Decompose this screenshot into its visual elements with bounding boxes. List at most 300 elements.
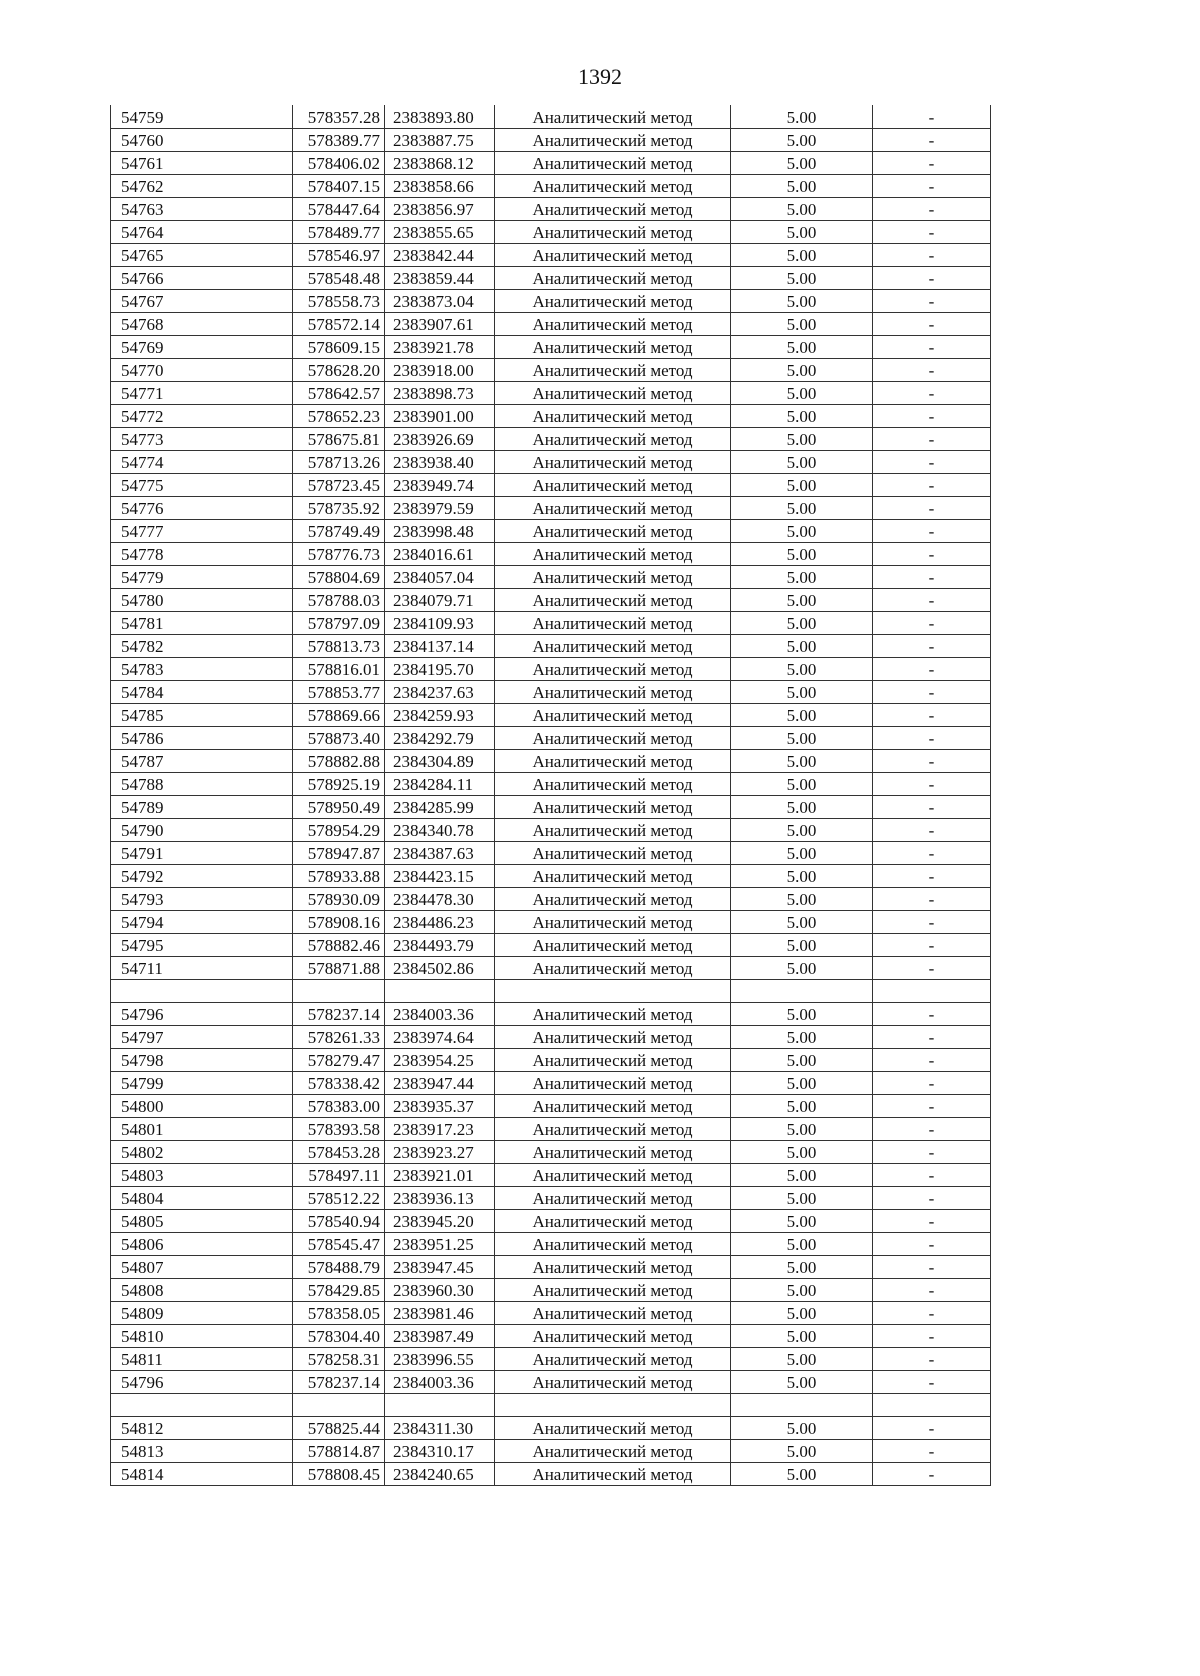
- x-coordinate-cell: 578814.87: [293, 1440, 385, 1463]
- y-coordinate-cell: 2384003.36: [385, 1371, 495, 1394]
- x-coordinate-cell: 578930.09: [293, 888, 385, 911]
- accuracy-cell: 5.00: [731, 1049, 873, 1072]
- note-cell: -: [873, 796, 991, 819]
- x-coordinate-cell: 578237.14: [293, 1003, 385, 1026]
- accuracy-cell: 5.00: [731, 1463, 873, 1486]
- accuracy-cell: 5.00: [731, 451, 873, 474]
- y-coordinate-cell: [385, 980, 495, 1003]
- note-cell: -: [873, 566, 991, 589]
- note-cell: -: [873, 1325, 991, 1348]
- x-coordinate-cell: 578797.09: [293, 612, 385, 635]
- x-coordinate-cell: 578871.88: [293, 957, 385, 980]
- note-cell: -: [873, 612, 991, 635]
- note-cell: [873, 1394, 991, 1417]
- note-cell: -: [873, 497, 991, 520]
- method-cell: Аналитический метод: [495, 635, 731, 658]
- accuracy-cell: 5.00: [731, 1233, 873, 1256]
- point-id-cell: 54774: [111, 451, 293, 474]
- accuracy-cell: 5.00: [731, 566, 873, 589]
- note-cell: -: [873, 1440, 991, 1463]
- table-row: [111, 911, 991, 934]
- method-cell: Аналитический метод: [495, 474, 731, 497]
- y-coordinate-cell: 2383923.27: [385, 1141, 495, 1164]
- point-id-cell: 54772: [111, 405, 293, 428]
- y-coordinate-cell: 2383858.66: [385, 175, 495, 198]
- x-coordinate-cell: 578429.85: [293, 1279, 385, 1302]
- method-cell: Аналитический метод: [495, 106, 731, 129]
- y-coordinate-cell: 2383855.65: [385, 221, 495, 244]
- table-row: [111, 1325, 991, 1348]
- point-id-cell: 54787: [111, 750, 293, 773]
- y-coordinate-cell: 2384310.17: [385, 1440, 495, 1463]
- table-row: [111, 957, 991, 980]
- method-cell: Аналитический метод: [495, 819, 731, 842]
- accuracy-cell: 5.00: [731, 1325, 873, 1348]
- table-separator-row: [111, 1394, 991, 1417]
- accuracy-cell: 5.00: [731, 727, 873, 750]
- y-coordinate-cell: 2384137.14: [385, 635, 495, 658]
- y-coordinate-cell: 2384340.78: [385, 819, 495, 842]
- method-cell: Аналитический метод: [495, 911, 731, 934]
- note-cell: -: [873, 1164, 991, 1187]
- x-coordinate-cell: 578406.02: [293, 152, 385, 175]
- accuracy-cell: 5.00: [731, 842, 873, 865]
- accuracy-cell: 5.00: [731, 497, 873, 520]
- y-coordinate-cell: 2383873.04: [385, 290, 495, 313]
- point-id-cell: 54796: [111, 1003, 293, 1026]
- method-cell: Аналитический метод: [495, 359, 731, 382]
- accuracy-cell: 5.00: [731, 474, 873, 497]
- method-cell: Аналитический метод: [495, 1463, 731, 1486]
- method-cell: Аналитический метод: [495, 957, 731, 980]
- point-id-cell: 54765: [111, 244, 293, 267]
- x-coordinate-cell: 578540.94: [293, 1210, 385, 1233]
- method-cell: Аналитический метод: [495, 267, 731, 290]
- point-id-cell: 54798: [111, 1049, 293, 1072]
- y-coordinate-cell: 2384423.15: [385, 865, 495, 888]
- accuracy-cell: 5.00: [731, 1141, 873, 1164]
- accuracy-cell: 5.00: [731, 1279, 873, 1302]
- table-row: [111, 1118, 991, 1141]
- accuracy-cell: 5.00: [731, 957, 873, 980]
- note-cell: -: [873, 1187, 991, 1210]
- point-id-cell: 54794: [111, 911, 293, 934]
- note-cell: -: [873, 129, 991, 152]
- x-coordinate-cell: 578393.58: [293, 1118, 385, 1141]
- note-cell: -: [873, 244, 991, 267]
- accuracy-cell: 5.00: [731, 1026, 873, 1049]
- table-row: [111, 1302, 991, 1325]
- x-coordinate-cell: 578882.88: [293, 750, 385, 773]
- x-coordinate-cell: 578357.28: [293, 106, 385, 129]
- x-coordinate-cell: 578853.77: [293, 681, 385, 704]
- accuracy-cell: 5.00: [731, 1256, 873, 1279]
- x-coordinate-cell: 578869.66: [293, 704, 385, 727]
- method-cell: Аналитический метод: [495, 1118, 731, 1141]
- accuracy-cell: 5.00: [731, 819, 873, 842]
- x-coordinate-cell: 578950.49: [293, 796, 385, 819]
- point-id-cell: 54789: [111, 796, 293, 819]
- x-coordinate-cell: 578642.57: [293, 382, 385, 405]
- accuracy-cell: 5.00: [731, 1302, 873, 1325]
- note-cell: -: [873, 543, 991, 566]
- x-coordinate-cell: 578813.73: [293, 635, 385, 658]
- y-coordinate-cell: 2383917.23: [385, 1118, 495, 1141]
- point-id-cell: 54801: [111, 1118, 293, 1141]
- method-cell: Аналитический метод: [495, 1440, 731, 1463]
- note-cell: -: [873, 1118, 991, 1141]
- note-cell: -: [873, 152, 991, 175]
- method-cell: Аналитический метод: [495, 750, 731, 773]
- table-row: [111, 520, 991, 543]
- method-cell: Аналитический метод: [495, 1233, 731, 1256]
- note-cell: -: [873, 1233, 991, 1256]
- x-coordinate-cell: 578947.87: [293, 842, 385, 865]
- point-id-cell: 54803: [111, 1164, 293, 1187]
- table-row: [111, 1026, 991, 1049]
- coordinates-table: [110, 105, 991, 1486]
- accuracy-cell: 5.00: [731, 267, 873, 290]
- y-coordinate-cell: 2383868.12: [385, 152, 495, 175]
- table-row: [111, 175, 991, 198]
- table-row: [111, 129, 991, 152]
- method-cell: Аналитический метод: [495, 704, 731, 727]
- table-row: [111, 1256, 991, 1279]
- point-id-cell: 54793: [111, 888, 293, 911]
- x-coordinate-cell: 578933.88: [293, 865, 385, 888]
- table-row: [111, 267, 991, 290]
- y-coordinate-cell: 2383947.45: [385, 1256, 495, 1279]
- x-coordinate-cell: 578304.40: [293, 1325, 385, 1348]
- y-coordinate-cell: 2384486.23: [385, 911, 495, 934]
- method-cell: Аналитический метод: [495, 451, 731, 474]
- note-cell: -: [873, 1417, 991, 1440]
- method-cell: Аналитический метод: [495, 497, 731, 520]
- method-cell: [495, 1394, 731, 1417]
- note-cell: -: [873, 1371, 991, 1394]
- y-coordinate-cell: 2383996.55: [385, 1348, 495, 1371]
- x-coordinate-cell: 578873.40: [293, 727, 385, 750]
- method-cell: Аналитический метод: [495, 1095, 731, 1118]
- method-cell: Аналитический метод: [495, 405, 731, 428]
- accuracy-cell: 5.00: [731, 1417, 873, 1440]
- accuracy-cell: 5.00: [731, 612, 873, 635]
- y-coordinate-cell: 2384304.89: [385, 750, 495, 773]
- accuracy-cell: 5.00: [731, 543, 873, 566]
- accuracy-cell: 5.00: [731, 796, 873, 819]
- y-coordinate-cell: 2384079.71: [385, 589, 495, 612]
- y-coordinate-cell: 2384237.63: [385, 681, 495, 704]
- table-row: [111, 773, 991, 796]
- accuracy-cell: 5.00: [731, 1440, 873, 1463]
- point-id-cell: 54813: [111, 1440, 293, 1463]
- table-row: [111, 290, 991, 313]
- method-cell: Аналитический метод: [495, 681, 731, 704]
- method-cell: Аналитический метод: [495, 1279, 731, 1302]
- method-cell: Аналитический метод: [495, 589, 731, 612]
- method-cell: Аналитический метод: [495, 1348, 731, 1371]
- point-id-cell: 54791: [111, 842, 293, 865]
- point-id-cell: 54763: [111, 198, 293, 221]
- point-id-cell: 54790: [111, 819, 293, 842]
- table-row: [111, 428, 991, 451]
- note-cell: -: [873, 842, 991, 865]
- point-id-cell: 54784: [111, 681, 293, 704]
- table-row: [111, 336, 991, 359]
- y-coordinate-cell: 2384478.30: [385, 888, 495, 911]
- point-id-cell: 54814: [111, 1463, 293, 1486]
- accuracy-cell: 5.00: [731, 888, 873, 911]
- x-coordinate-cell: 578545.47: [293, 1233, 385, 1256]
- y-coordinate-cell: 2383901.00: [385, 405, 495, 428]
- note-cell: -: [873, 313, 991, 336]
- point-id-cell: 54770: [111, 359, 293, 382]
- y-coordinate-cell: 2384292.79: [385, 727, 495, 750]
- note-cell: -: [873, 428, 991, 451]
- point-id-cell: 54800: [111, 1095, 293, 1118]
- accuracy-cell: 5.00: [731, 290, 873, 313]
- x-coordinate-cell: 578497.11: [293, 1164, 385, 1187]
- x-coordinate-cell: 578925.19: [293, 773, 385, 796]
- table-row: [111, 244, 991, 267]
- accuracy-cell: 5.00: [731, 911, 873, 934]
- y-coordinate-cell: 2383974.64: [385, 1026, 495, 1049]
- method-cell: Аналитический метод: [495, 1371, 731, 1394]
- note-cell: -: [873, 359, 991, 382]
- x-coordinate-cell: 578776.73: [293, 543, 385, 566]
- note-cell: -: [873, 1256, 991, 1279]
- accuracy-cell: 5.00: [731, 221, 873, 244]
- x-coordinate-cell: 578788.03: [293, 589, 385, 612]
- accuracy-cell: 5.00: [731, 865, 873, 888]
- x-coordinate-cell: 578628.20: [293, 359, 385, 382]
- accuracy-cell: 5.00: [731, 1187, 873, 1210]
- point-id-cell: 54786: [111, 727, 293, 750]
- x-coordinate-cell: 578825.44: [293, 1417, 385, 1440]
- y-coordinate-cell: 2383893.80: [385, 106, 495, 129]
- x-coordinate-cell: 578512.22: [293, 1187, 385, 1210]
- y-coordinate-cell: 2383998.48: [385, 520, 495, 543]
- table-row: [111, 589, 991, 612]
- point-id-cell: 54711: [111, 957, 293, 980]
- table-row: [111, 566, 991, 589]
- x-coordinate-cell: 578723.45: [293, 474, 385, 497]
- method-cell: Аналитический метод: [495, 221, 731, 244]
- table-row: [111, 934, 991, 957]
- point-id-cell: 54783: [111, 658, 293, 681]
- x-coordinate-cell: 578713.26: [293, 451, 385, 474]
- table-row: [111, 497, 991, 520]
- accuracy-cell: 5.00: [731, 1118, 873, 1141]
- note-cell: -: [873, 1095, 991, 1118]
- y-coordinate-cell: 2384240.65: [385, 1463, 495, 1486]
- accuracy-cell: 5.00: [731, 635, 873, 658]
- method-cell: Аналитический метод: [495, 865, 731, 888]
- accuracy-cell: 5.00: [731, 106, 873, 129]
- y-coordinate-cell: 2383887.75: [385, 129, 495, 152]
- point-id-cell: 54810: [111, 1325, 293, 1348]
- y-coordinate-cell: 2384311.30: [385, 1417, 495, 1440]
- point-id-cell: 54769: [111, 336, 293, 359]
- table-row: [111, 635, 991, 658]
- table-row: [111, 819, 991, 842]
- table-row: [111, 1095, 991, 1118]
- note-cell: -: [873, 336, 991, 359]
- point-id-cell: 54782: [111, 635, 293, 658]
- note-cell: -: [873, 175, 991, 198]
- point-id-cell: 54766: [111, 267, 293, 290]
- x-coordinate-cell: 578258.31: [293, 1348, 385, 1371]
- table-row: [111, 152, 991, 175]
- note-cell: -: [873, 957, 991, 980]
- accuracy-cell: 5.00: [731, 1095, 873, 1118]
- accuracy-cell: 5.00: [731, 1003, 873, 1026]
- note-cell: -: [873, 1279, 991, 1302]
- table-row: [111, 842, 991, 865]
- note-cell: -: [873, 1072, 991, 1095]
- accuracy-cell: 5.00: [731, 152, 873, 175]
- x-coordinate-cell: 578447.64: [293, 198, 385, 221]
- method-cell: Аналитический метод: [495, 382, 731, 405]
- note-cell: -: [873, 1210, 991, 1233]
- note-cell: -: [873, 474, 991, 497]
- y-coordinate-cell: 2384284.11: [385, 773, 495, 796]
- method-cell: Аналитический метод: [495, 566, 731, 589]
- accuracy-cell: 5.00: [731, 313, 873, 336]
- point-id-cell: 54779: [111, 566, 293, 589]
- note-cell: -: [873, 704, 991, 727]
- point-id-cell: 54804: [111, 1187, 293, 1210]
- note-cell: -: [873, 589, 991, 612]
- point-id-cell: [111, 1394, 293, 1417]
- y-coordinate-cell: 2383898.73: [385, 382, 495, 405]
- y-coordinate-cell: 2383951.25: [385, 1233, 495, 1256]
- x-coordinate-cell: 578338.42: [293, 1072, 385, 1095]
- point-id-cell: 54773: [111, 428, 293, 451]
- table-row: [111, 750, 991, 773]
- note-cell: -: [873, 1049, 991, 1072]
- point-id-cell: 54805: [111, 1210, 293, 1233]
- point-id-cell: 54780: [111, 589, 293, 612]
- accuracy-cell: 5.00: [731, 1371, 873, 1394]
- point-id-cell: 54760: [111, 129, 293, 152]
- point-id-cell: 54785: [111, 704, 293, 727]
- note-cell: -: [873, 819, 991, 842]
- x-coordinate-cell: 578407.15: [293, 175, 385, 198]
- point-id-cell: 54761: [111, 152, 293, 175]
- table-row: [111, 451, 991, 474]
- y-coordinate-cell: 2383856.97: [385, 198, 495, 221]
- accuracy-cell: 5.00: [731, 198, 873, 221]
- method-cell: Аналитический метод: [495, 612, 731, 635]
- point-id-cell: 54811: [111, 1348, 293, 1371]
- point-id-cell: 54781: [111, 612, 293, 635]
- point-id-cell: [111, 980, 293, 1003]
- note-cell: -: [873, 911, 991, 934]
- accuracy-cell: 5.00: [731, 1072, 873, 1095]
- accuracy-cell: 5.00: [731, 681, 873, 704]
- accuracy-cell: 5.00: [731, 382, 873, 405]
- x-coordinate-cell: 578279.47: [293, 1049, 385, 1072]
- accuracy-cell: 5.00: [731, 359, 873, 382]
- method-cell: Аналитический метод: [495, 773, 731, 796]
- y-coordinate-cell: 2383979.59: [385, 497, 495, 520]
- point-id-cell: 54768: [111, 313, 293, 336]
- table-row: [111, 1348, 991, 1371]
- page-number: 1392: [578, 64, 622, 89]
- y-coordinate-cell: 2384109.93: [385, 612, 495, 635]
- table-body: [111, 106, 991, 1486]
- point-id-cell: 54802: [111, 1141, 293, 1164]
- note-cell: -: [873, 750, 991, 773]
- method-cell: Аналитический метод: [495, 888, 731, 911]
- table-row: [111, 1164, 991, 1187]
- point-id-cell: 54807: [111, 1256, 293, 1279]
- x-coordinate-cell: 578261.33: [293, 1026, 385, 1049]
- accuracy-cell: 5.00: [731, 336, 873, 359]
- method-cell: Аналитический метод: [495, 1003, 731, 1026]
- x-coordinate-cell: 578383.00: [293, 1095, 385, 1118]
- accuracy-cell: 5.00: [731, 1210, 873, 1233]
- note-cell: -: [873, 1348, 991, 1371]
- y-coordinate-cell: 2383947.44: [385, 1072, 495, 1095]
- method-cell: Аналитический метод: [495, 290, 731, 313]
- x-coordinate-cell: 578954.29: [293, 819, 385, 842]
- note-cell: -: [873, 727, 991, 750]
- x-coordinate-cell: 578808.45: [293, 1463, 385, 1486]
- table-row: [111, 1233, 991, 1256]
- table-row: [111, 405, 991, 428]
- point-id-cell: 54788: [111, 773, 293, 796]
- table-row: [111, 612, 991, 635]
- accuracy-cell: [731, 1394, 873, 1417]
- accuracy-cell: 5.00: [731, 658, 873, 681]
- table-row: [111, 1279, 991, 1302]
- table-row: [111, 704, 991, 727]
- table-row: [111, 198, 991, 221]
- method-cell: Аналитический метод: [495, 313, 731, 336]
- x-coordinate-cell: 578488.79: [293, 1256, 385, 1279]
- x-coordinate-cell: 578546.97: [293, 244, 385, 267]
- accuracy-cell: 5.00: [731, 428, 873, 451]
- point-id-cell: 54771: [111, 382, 293, 405]
- table-row: [111, 106, 991, 129]
- accuracy-cell: 5.00: [731, 129, 873, 152]
- method-cell: Аналитический метод: [495, 1072, 731, 1095]
- table-row: [111, 313, 991, 336]
- x-coordinate-cell: [293, 980, 385, 1003]
- point-id-cell: 54764: [111, 221, 293, 244]
- table-row: [111, 658, 991, 681]
- note-cell: -: [873, 221, 991, 244]
- method-cell: Аналитический метод: [495, 796, 731, 819]
- y-coordinate-cell: 2383945.20: [385, 1210, 495, 1233]
- table-separator-row: [111, 980, 991, 1003]
- point-id-cell: 54792: [111, 865, 293, 888]
- y-coordinate-cell: 2383921.78: [385, 336, 495, 359]
- x-coordinate-cell: 578804.69: [293, 566, 385, 589]
- x-coordinate-cell: 578816.01: [293, 658, 385, 681]
- method-cell: Аналитический метод: [495, 842, 731, 865]
- table-row: [111, 681, 991, 704]
- note-cell: -: [873, 1003, 991, 1026]
- note-cell: -: [873, 865, 991, 888]
- y-coordinate-cell: 2383938.40: [385, 451, 495, 474]
- y-coordinate-cell: 2383859.44: [385, 267, 495, 290]
- method-cell: Аналитический метод: [495, 1049, 731, 1072]
- method-cell: Аналитический метод: [495, 1026, 731, 1049]
- note-cell: -: [873, 1463, 991, 1486]
